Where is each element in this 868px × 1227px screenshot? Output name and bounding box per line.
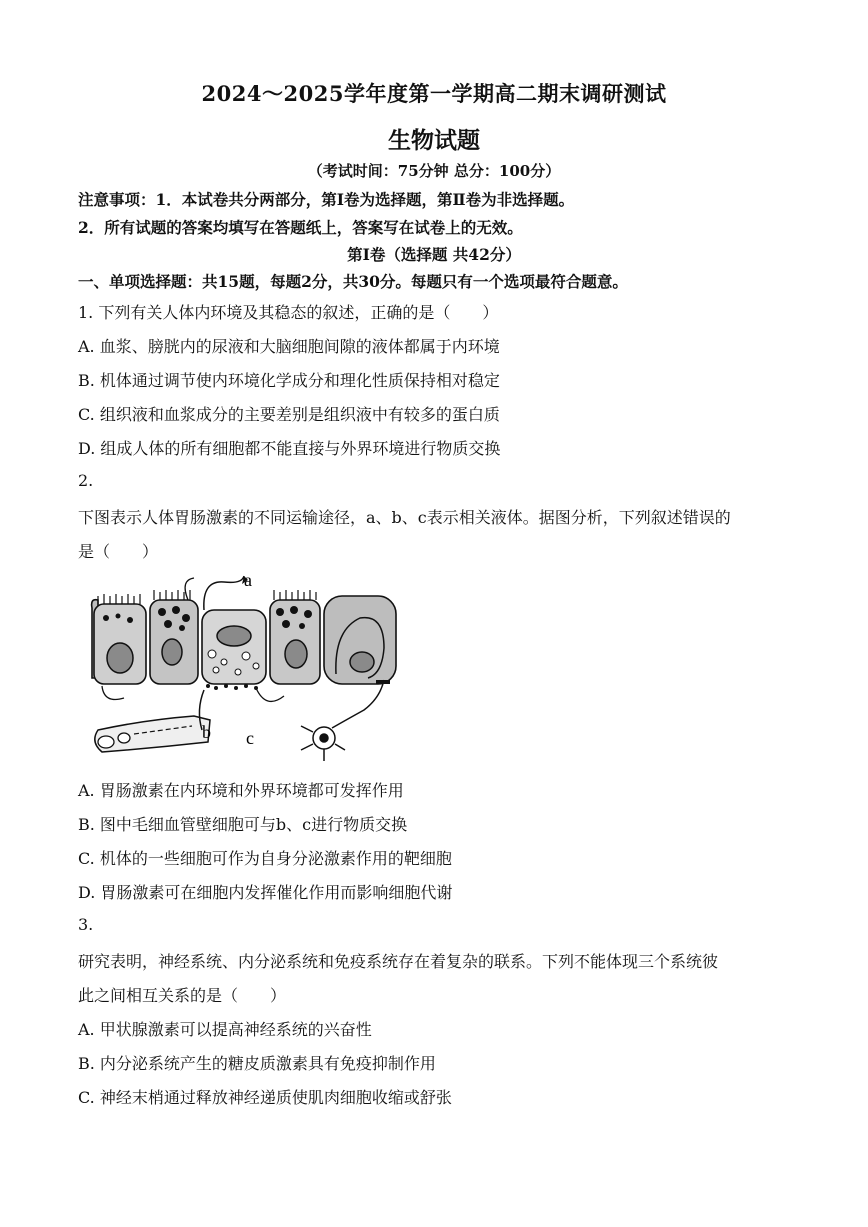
- q2-stem-line-1: 下图表示人体胃肠激素的不同运输途径，a、b、c表示相关液体。据图分析，下列叙述错误的: [78, 508, 731, 527]
- q1-option-a: A. 血浆、膀胱内的尿液和大脑细胞间隙的液体都属于内环境: [78, 337, 500, 356]
- q3-option-b: B. 内分泌系统产生的糖皮质激素具有免疫抑制作用: [78, 1054, 436, 1073]
- gastrointestinal-hormone-diagram: [84, 570, 404, 765]
- label-b: b: [202, 722, 211, 742]
- exam-info: （考试时间：75分钟 总分：100分）: [307, 162, 561, 180]
- q3-stem-line-2: 此之间相互关系的是（ ）: [78, 986, 287, 1005]
- section-heading: 一、单项选择题：共15题，每题2分，共30分。每题只有一个选项最符合题意。: [78, 272, 628, 291]
- neuron: [301, 680, 384, 761]
- nerve-terminal: [376, 680, 390, 684]
- arrow-a: [204, 576, 244, 610]
- notes-line-2: 2．所有试题的答案均填写在答题纸上，答案写在试卷上的无效。: [78, 218, 523, 237]
- part1-title: 第Ⅰ卷（选择题 共42分）: [347, 245, 521, 264]
- q1-option-d: D. 组成人体的所有细胞都不能直接与外界环境进行物质交换: [78, 439, 501, 458]
- subject-title: 生物试题: [388, 127, 480, 154]
- q3-number: 3.: [78, 915, 94, 934]
- q3-stem-line-1: 研究表明，神经系统、内分泌系统和免疫系统存在着复杂的联系。下列不能体现三个系统彼: [78, 952, 719, 971]
- q2-number: 2.: [78, 471, 94, 490]
- q2-stem-line-2: 是（ ）: [78, 542, 159, 561]
- basal-secretion-dots: [206, 684, 258, 690]
- notes-line-1: 注意事项：1．本试卷共分两部分，第Ⅰ卷为选择题，第Ⅱ卷为非选择题。: [78, 190, 575, 209]
- q3-option-c: C. 神经末梢通过释放神经递质使肌肉细胞收缩或舒张: [78, 1088, 452, 1107]
- q2-option-d: D. 胃肠激素可在细胞内发挥催化作用而影响细胞代谢: [78, 883, 453, 902]
- label-c: c: [246, 728, 254, 748]
- q1-stem: 1. 下列有关人体内环境及其稳态的叙述，正确的是（ ）: [78, 303, 499, 322]
- q2-option-c: C. 机体的一些细胞可作为自身分泌激素作用的靶细胞: [78, 849, 452, 868]
- q1-option-c: C. 组织液和血浆成分的主要差别是组织液中有较多的蛋白质: [78, 405, 500, 424]
- label-a: a: [244, 570, 252, 590]
- exam-title: 2024～2025学年度第一学期高二期末调研测试: [201, 81, 667, 106]
- q2-option-a: A. 胃肠激素在内环境和外界环境都可发挥作用: [78, 781, 404, 800]
- q3-option-a: A. 甲状腺激素可以提高神经系统的兴奋性: [78, 1020, 372, 1039]
- arrow-paracrine-left: [102, 686, 124, 700]
- arrow-paracrine-right: [256, 688, 284, 701]
- q2-option-b: B. 图中毛细血管壁细胞可与b、c进行物质交换: [78, 815, 408, 834]
- q1-option-b: B. 机体通过调节使内环境化学成分和理化性质保持相对稳定: [78, 371, 500, 390]
